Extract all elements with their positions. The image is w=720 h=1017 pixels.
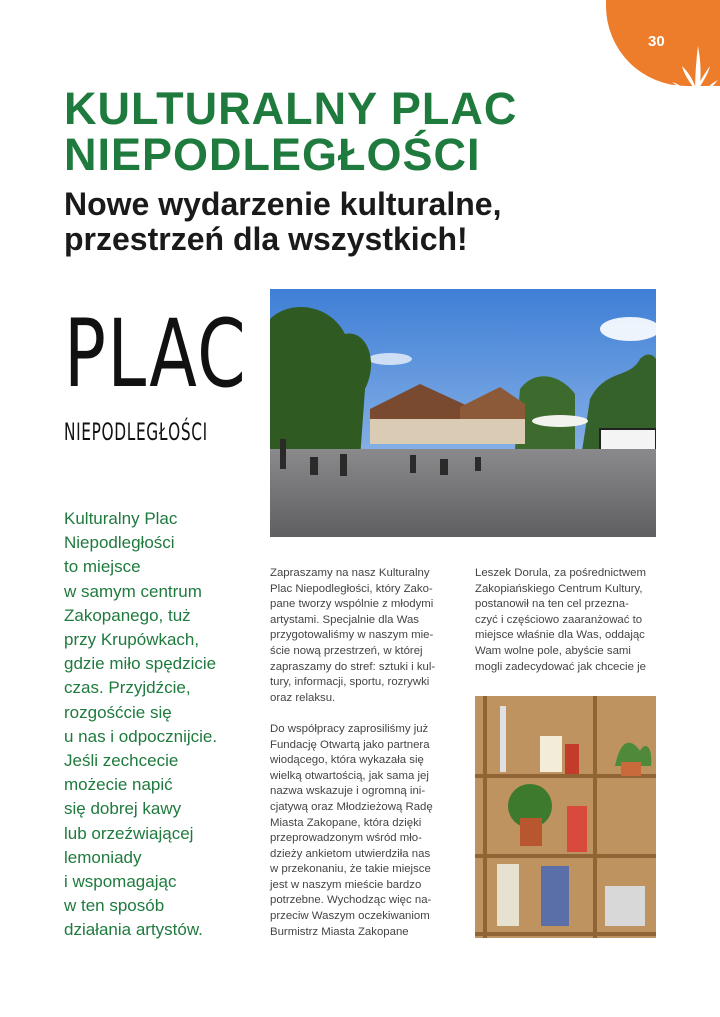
text-line: Zapraszamy na nasz Kulturalny bbox=[270, 567, 430, 579]
intro-line: możecie napić bbox=[64, 775, 173, 795]
text-line: tury, informacji, sportu, rozrywki bbox=[270, 676, 430, 689]
intro-line: Zakopanego, tuż bbox=[64, 605, 191, 625]
intro-line: czas. Przyjdźcie, bbox=[64, 678, 191, 698]
shelf-photo bbox=[475, 696, 656, 938]
intro-line: się dobrej kawy bbox=[64, 799, 182, 819]
intro-line: u nas i odpocznijcie. bbox=[64, 726, 218, 746]
page-subtitle bbox=[64, 187, 644, 256]
page-title bbox=[64, 83, 664, 180]
text-line: przygotowaliśmy w naszym mie- bbox=[270, 629, 434, 642]
intro-line: i wspomagając bbox=[64, 872, 177, 892]
article-column-1 bbox=[270, 566, 460, 940]
paragraph-gap bbox=[270, 706, 460, 722]
intro-line: lemoniady bbox=[64, 847, 142, 867]
text-line: przeciw Waszym oczekiwaniom bbox=[270, 910, 430, 923]
text-line: cjatywą oraz Młodzieżową Radę bbox=[270, 800, 433, 813]
text-line: czyć i częściowo zaaranżować to bbox=[475, 613, 643, 626]
text-line: miejsce właśnie dla Was, oddając bbox=[475, 629, 645, 642]
logo-word-niepodleglosci: NIEPODLEGŁOŚCI bbox=[64, 418, 208, 446]
text-line: postanowił na ten cel przezna- bbox=[475, 598, 629, 611]
text-line: wielką otwartością, jak sama jej bbox=[270, 769, 429, 782]
intro-line: przy Krupówkach, bbox=[64, 630, 200, 650]
text-line: jest w naszym mieście bardzo bbox=[270, 878, 422, 891]
leaf-icon bbox=[668, 40, 720, 106]
intro-line: Kulturalny Plac bbox=[64, 509, 178, 528]
intro-line: Niepodległości bbox=[64, 533, 175, 553]
article-column-2 bbox=[475, 566, 665, 675]
text-line: zapraszamy do stref: sztuki i kul- bbox=[270, 660, 436, 673]
intro-line: rozgośćcie się bbox=[64, 702, 172, 722]
text-line: nazwa wskazuje i ogromną ini- bbox=[270, 785, 426, 798]
text-line: Leszek Dorula, za pośrednictwem bbox=[475, 567, 646, 579]
intro-line: w ten sposób bbox=[64, 896, 165, 916]
intro-line: działania artystów. bbox=[64, 920, 203, 940]
text-line: mogli zadecydować jak chcecie je bbox=[475, 660, 646, 673]
text-line: pane tworzy wspólnie z młodymi bbox=[270, 598, 434, 611]
intro-line: to miejsce bbox=[64, 557, 141, 577]
title-line: KULTURALNY PLAC bbox=[64, 83, 518, 134]
square-photo bbox=[270, 289, 656, 537]
logo-word-plac: PLAC bbox=[64, 300, 248, 409]
text-line: oraz relaksu. bbox=[270, 691, 336, 704]
intro-line: Jeśli zechcecie bbox=[64, 751, 179, 771]
title-line: NIEPODLEGŁOŚCI bbox=[64, 128, 481, 180]
text-line: dzieży ankietom utwierdziła nas bbox=[270, 847, 431, 860]
subtitle-line: Nowe wydarzenie kulturalne, bbox=[64, 186, 502, 222]
text-line: Miasta Zakopane, która dzięki bbox=[270, 816, 422, 829]
text-line: Fundację Otwartą jako partnera bbox=[270, 738, 430, 751]
text-line: potrzebne. Wychodząc więc na- bbox=[270, 894, 432, 907]
text-line: Burmistrz Miasta Zakopane bbox=[270, 925, 409, 938]
text-line: Wam wolne pole, abyście sami bbox=[475, 644, 631, 657]
text-line: Plac Niepodległości, który Zako- bbox=[270, 582, 433, 595]
text-line: Do współpracy zaprosiliśmy już bbox=[270, 722, 429, 735]
intro-line: lub orzeźwiającej bbox=[64, 823, 194, 843]
plac-logo bbox=[64, 300, 248, 446]
text-line: artystami. Specjalnie dla Was bbox=[270, 613, 419, 626]
text-line: w przekonaniu, że takie miejsce bbox=[270, 863, 431, 876]
text-line: wiodącego, która wykazała się bbox=[270, 754, 424, 767]
text-line: ście nową przestrzeń, w której bbox=[270, 644, 423, 657]
subtitle-line: przestrzeń dla wszystkich! bbox=[64, 220, 468, 257]
intro-line: w samym centrum bbox=[64, 581, 202, 601]
text-line: Zakopiańskiego Centrum Kultury, bbox=[475, 582, 643, 595]
intro-line: gdzie miło spędzicie bbox=[64, 654, 217, 674]
page-number: 30 bbox=[648, 33, 665, 50]
intro-paragraph bbox=[64, 507, 254, 943]
text-line: przeprowadzonym wśród mło- bbox=[270, 832, 422, 845]
